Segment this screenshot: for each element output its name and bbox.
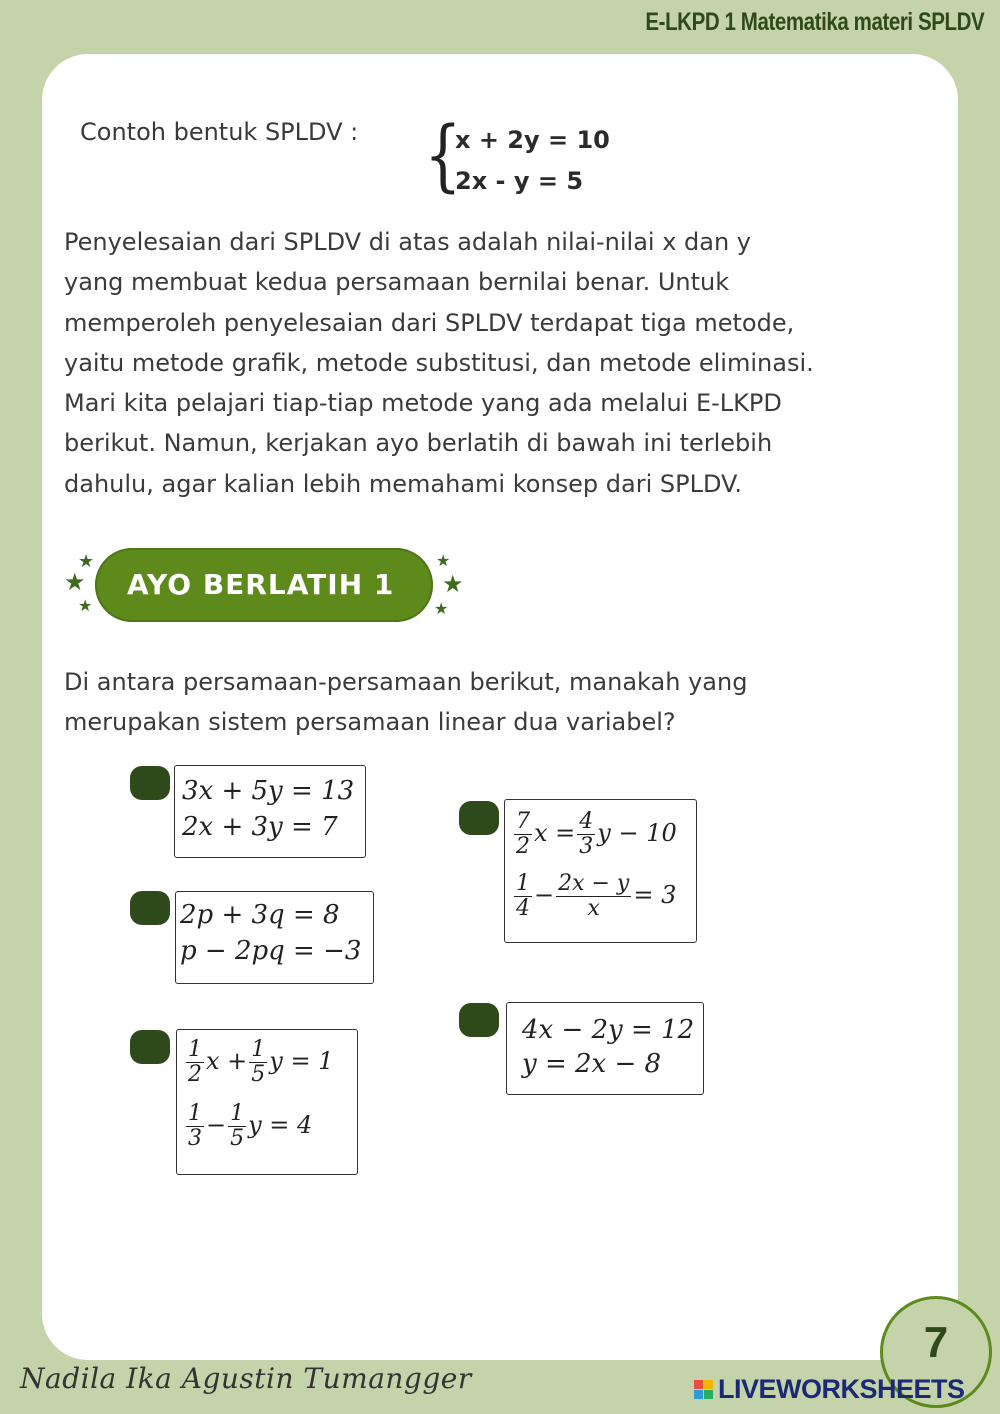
star-icon: ★ — [78, 551, 95, 572]
denominator: x — [587, 896, 600, 921]
system-equation-2: 2x - y = 5 — [455, 167, 584, 195]
numerator: 1 — [188, 1101, 202, 1126]
option-b-line-2: p − 2pq = −3 — [180, 936, 362, 966]
expression-text: y − 10 — [597, 819, 677, 847]
paragraph-line: yaitu metode grafik, metode substitusi, dan metode eliminasi. — [64, 348, 814, 377]
question-line: merupakan sistem persamaan linear dua variabel? — [64, 708, 676, 737]
option-a-checkbox[interactable] — [130, 766, 170, 800]
option-b-line-1: 2p + 3q = 8 — [180, 900, 340, 930]
fraction — [249, 1038, 267, 1087]
fraction — [186, 1038, 204, 1087]
option-e-line-1: 4x − 2y = 12 — [522, 1015, 695, 1045]
star-icon: ★ — [442, 570, 464, 598]
page-number: 7 — [923, 1318, 949, 1367]
star-icon: ★ — [64, 568, 86, 596]
denominator: 2 — [188, 1062, 202, 1087]
option-a-line-1: 3x + 5y = 13 — [182, 776, 355, 806]
expression-text: − — [534, 881, 555, 909]
star-icon: ★ — [78, 596, 93, 615]
option-d-checkbox[interactable] — [459, 801, 499, 835]
option-e-box — [506, 1002, 704, 1095]
expression-text: x + — [206, 1047, 248, 1075]
question-line: Di antara persamaan-persamaan berikut, manakah yang — [64, 668, 748, 696]
numerator: 2x − y — [558, 871, 630, 896]
option-e-checkbox[interactable] — [459, 1003, 499, 1037]
header-title: E-LKPD 1 Matematika materi SPLDV — [645, 8, 984, 36]
denominator: 3 — [188, 1126, 202, 1151]
paragraph-line: yang membuat kedua persamaan bernilai benar. Untuk — [64, 268, 730, 297]
denominator: 4 — [516, 896, 530, 921]
expression-text: y = 1 — [269, 1047, 334, 1075]
numerator: 7 — [516, 809, 530, 834]
fraction — [556, 872, 631, 921]
system-brace: { — [424, 111, 462, 201]
numerator: 4 — [579, 809, 594, 834]
expression-text: − — [206, 1111, 227, 1139]
fraction — [514, 872, 532, 921]
numerator: 1 — [251, 1037, 266, 1062]
expression-text: y = 4 — [248, 1111, 313, 1139]
fraction — [577, 810, 595, 859]
expression-text: x = — [534, 819, 576, 847]
expression-text: = 3 — [633, 881, 677, 909]
numerator: 1 — [230, 1101, 245, 1126]
example-label: Contoh bentuk SPLDV : — [80, 118, 359, 146]
option-e-line-2: y = 2x − 8 — [522, 1049, 662, 1079]
option-d-line-2 — [512, 872, 676, 921]
option-b-box — [175, 891, 374, 984]
option-d-line-1 — [512, 810, 677, 859]
denominator: 5 — [230, 1126, 245, 1151]
paragraph-line: memperoleh penyelesaian dari SPLDV terdapat tiga metode, — [64, 308, 795, 337]
option-a-line-2: 2x + 3y = 7 — [182, 812, 338, 842]
section-badge: AYO BERLATIH 1 — [95, 548, 433, 622]
paragraph-line: berikut. Namun, kerjakan ayo berlatih di bawah ini terlebih — [64, 429, 773, 458]
question-text — [64, 662, 944, 743]
option-a-box — [174, 765, 366, 858]
option-c-line-2 — [184, 1102, 312, 1151]
fraction — [186, 1102, 204, 1151]
star-icon: ★ — [434, 599, 449, 618]
liveworksheets-logo: LIVEWORKSHEETS — [718, 1374, 965, 1404]
paragraph-line: dahulu, agar kalian lebih memahami konsep dari SPLDV. — [64, 469, 742, 498]
numerator: 1 — [188, 1037, 202, 1062]
option-b-checkbox[interactable] — [130, 891, 170, 925]
option-d-box — [504, 799, 697, 943]
option-c-box — [176, 1029, 358, 1175]
fraction — [228, 1102, 246, 1151]
denominator: 5 — [251, 1062, 266, 1087]
denominator: 2 — [516, 834, 530, 859]
denominator: 3 — [579, 834, 594, 859]
option-c-checkbox[interactable] — [130, 1030, 170, 1064]
numerator: 1 — [516, 871, 530, 896]
paragraph-line: Penyelesaian dari SPLDV di atas adalah nilai-nilai x dan y — [64, 228, 752, 256]
paragraph-line: Mari kita pelajari tiap-tiap metode yang ada melalui E-LKPD — [64, 389, 782, 418]
fraction — [514, 810, 532, 859]
author-signature: Nadila Ika Agustin Tumangger — [20, 1362, 472, 1395]
liveworksheets-icon — [694, 1380, 714, 1400]
option-c-line-1 — [184, 1038, 333, 1087]
star-icon: ★ — [436, 551, 451, 570]
explanation-paragraph — [64, 222, 944, 504]
system-equation-1: x + 2y = 10 — [455, 126, 610, 154]
